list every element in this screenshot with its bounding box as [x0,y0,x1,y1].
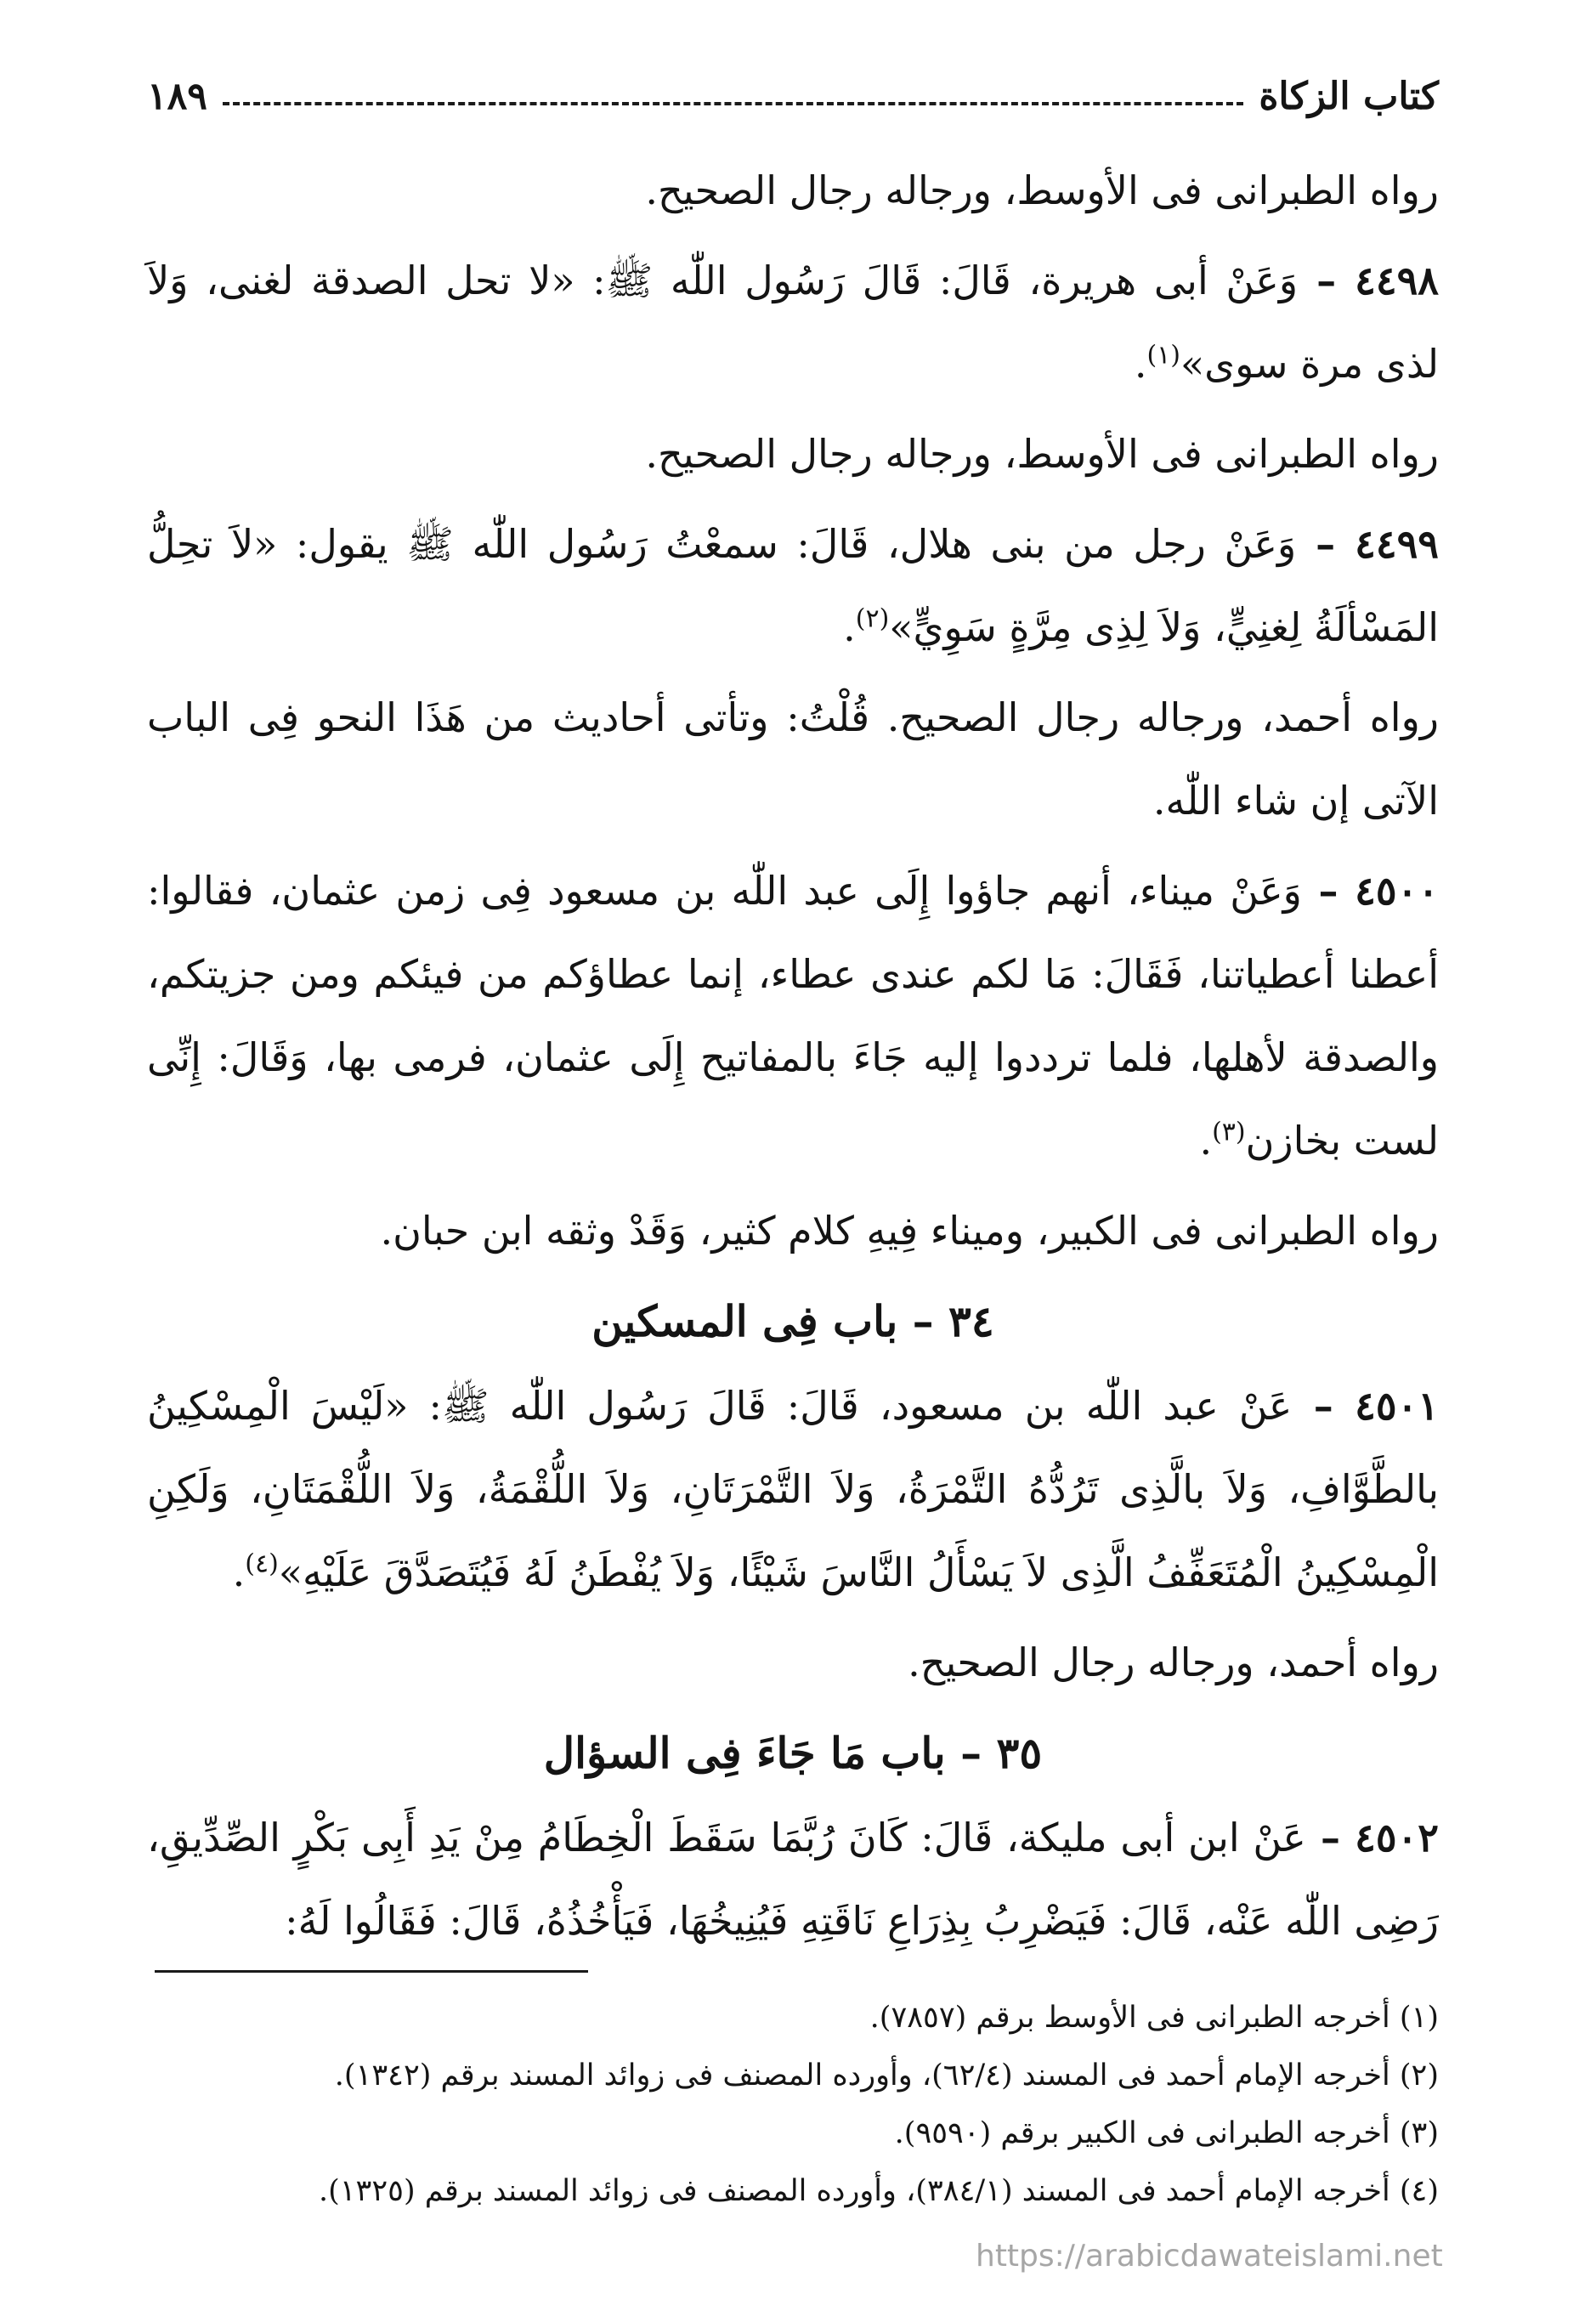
footnote-separator [155,1970,588,1973]
source-note: رواه أحمد، ورجاله رجال الصحيح. قُلْتُ: وتأتى أحاديث من هَذَا النحو فِى الباب الآتى إن شاء اللّٰه. [147,694,1439,824]
hadith-4500: ٤٥٠٠ – وَعَنْ ميناء، أنهم جاؤوا إِلَى عبد اللّٰه بن مسعود فِى زمن عثمان، فقالوا: أعطنا أعطياتنا، فَقَالَ: مَا لكم عندى عطاء، إنما عطاؤكم من فيئكم ومن جزيتكم، والصدقة لأهلها، فلما ترددوا إليه جَاءَ بالمفاتيح إِلَى عثمان، فرمى بها، وَقَالَ: إِنِّى لست بخازن$^{(٣)}$. [147,868,1439,1164]
hadith-number: ٤٥٠١ – [1292,1383,1439,1429]
book-title: كتاب الزكاة [1259,75,1439,118]
source-note: رواه الطبرانى فى الكبير، وميناء فِيهِ كلام كثير، وَقَدْ وثقه ابن حبان. [380,1208,1439,1254]
footnote-ref: (٤) [245,1549,279,1579]
footnote-2: (٢) أخرجه الإمام أحمد فى المسند (٦٢/٤)، وأورده المصنف فى زوائد المسند برقم (١٣٤٢). [334,2059,1439,2093]
chapter-heading-35: ٣٥ – باب مَا جَاءَ فِى السؤال [543,1728,1043,1778]
source-note: رواه الطبرانى فى الأوسط، ورجاله رجال الصحيح. [645,431,1439,477]
footnote-ref: (٢) [855,603,890,634]
chapter-heading-34: ٣٤ – باب فِى المسكين [591,1296,994,1346]
hadith-text: وَعَنْ رجل من بنى هلال، قَالَ: سمعْتُ رَسُول اللّٰه ﷺ يقول: «لاَ تحِلُّ المَسْألَةُ لِغنِيٍّ، وَلاَ لِذِى مِرَّةٍ سَوِيٍّ» [147,521,1439,650]
hadith-4501: ٤٥٠١ – عَنْ عبد اللّٰه بن مسعود، قَالَ: قَالَ رَسُول اللّٰه ﷺ: «لَيْسَ الْمِسْكِينُ بالطَّوَّافِ، وَلاَ بالَّذِى تَرُدُّهُ التَّمْرَةُ، وَلاَ التَّمْرَتَانِ، وَلاَ اللُّقْمَةُ، وَلاَ اللُّقْمَتَانِ، وَلَكِنِ الْمِسْكِينُ الْمُتَعَفِّفُ الَّذِى لاَ يَسْأَلُ النَّاسَ شَيْئًا، وَلاَ يُفْطَنُ لَهُ فَيُتَصَدَّقَ عَلَيْهِ»$^{(٤)}$. [147,1383,1439,1595]
footnotes [147,1989,1439,2220]
hadith-number: ٤٥٠٢ – [1305,1815,1439,1860]
footnote-ref: (١) [1146,340,1180,371]
hadith-4502 [147,1796,1439,1962]
running-header [147,75,1439,118]
hadith-number: ٤٤٩٨ – [1298,258,1439,303]
page-number: ١٨٩ [147,75,207,118]
hadith-text: وَعَنْ أبى هريرة، قَالَ: قَالَ رَسُول اللّٰه ﷺ: «لا تحل الصدقة لغنى، وَلاَ لذى مرة سوى» [147,258,1439,387]
hadith-4498: ٤٤٩٨ – وَعَنْ أبى هريرة، قَالَ: قَالَ رَسُول اللّٰه ﷺ: «لا تحل الصدقة لغنى، وَلاَ لذى مرة سوى»$^{(١)}$. [147,258,1439,387]
footnote-ref: (٣) [1212,1117,1246,1147]
footnote-3: (٣) أخرجه الطبرانى فى الكبير برقم (٩٥٩٠). [894,2116,1439,2150]
hadith-text: عَنْ عبد اللّٰه بن مسعود، قَالَ: قَالَ رَسُول اللّٰه ﷺ: «لَيْسَ الْمِسْكِينُ بالطَّوَّافِ، وَلاَ بالَّذِى تَرُدُّهُ التَّمْرَةُ، وَلاَ التَّمْرَتَانِ، وَلاَ اللُّقْمَةُ، وَلاَ اللُّقْمَتَانِ، وَلَكِنِ الْمِسْكِينُ الْمُتَعَفِّفُ الَّذِى لاَ يَسْأَلُ النَّاسَ شَيْئًا، وَلاَ يُفْطَنُ لَهُ فَيُتَصَدَّقَ عَلَيْهِ» [147,1383,1439,1595]
footnote-4: (٤) أخرجه الإمام أحمد فى المسند (٣٨٤/١)، وأورده المصنف فى زوائد المسند برقم (١٣٢٥). [318,2174,1439,2208]
watermark-url: https://arabicdawateislami.net [976,2239,1443,2274]
header-dashed-rule [223,102,1243,105]
hadith-number: ٤٥٠٠ – [1301,868,1439,914]
source-note: رواه أحمد، ورجاله رجال الصحيح. [908,1640,1439,1685]
hadith-text: عَنْ ابن أبى مليكة، قَالَ: كَانَ رُبَّمَا سَقَطَ الْخِطَامُ مِنْ يَدِ أَبِى بَكْرٍ الصِّدِّيقِ، رَضِى اللّٰه عَنْه، قَالَ: فَيَضْرِبُ بِذِرَاعِ نَاقَتِهِ فَيُنِيخُهَا، فَيَأْخُذُهُ، قَالَ: فَقَالُوا لَهُ: [147,1815,1439,1944]
footnote-1: (١) أخرجه الطبرانى فى الأوسط برقم (٧٨٥٧). [869,2001,1439,2035]
hadith-4499: ٤٤٩٩ – وَعَنْ رجل من بنى هلال، قَالَ: سمعْتُ رَسُول اللّٰه ﷺ يقول: «لاَ تحِلُّ المَسْألَةُ لِغنِيٍّ، وَلاَ لِذِى مِرَّةٍ سَوِيٍّ»$^{(٢)}$. [147,521,1439,650]
source-note: رواه الطبرانى فى الأوسط، ورجاله رجال الصحيح. [645,167,1439,213]
hadith-number: ٤٤٩٩ – [1296,521,1439,567]
page-body [147,149,1439,1969]
hadith-text: وَعَنْ ميناء، أنهم جاؤوا إِلَى عبد اللّٰه بن مسعود فِى زمن عثمان، فقالوا: أعطنا أعطياتنا، فَقَالَ: مَا لكم عندى عطاء، إنما عطاؤكم من فيئكم ومن جزيتكم، والصدقة لأهلها، فلما ترددوا إليه جَاءَ بالمفاتيح إِلَى عثمان، فرمى بها، وَقَالَ: إِنِّى لست بخازن [147,868,1439,1164]
